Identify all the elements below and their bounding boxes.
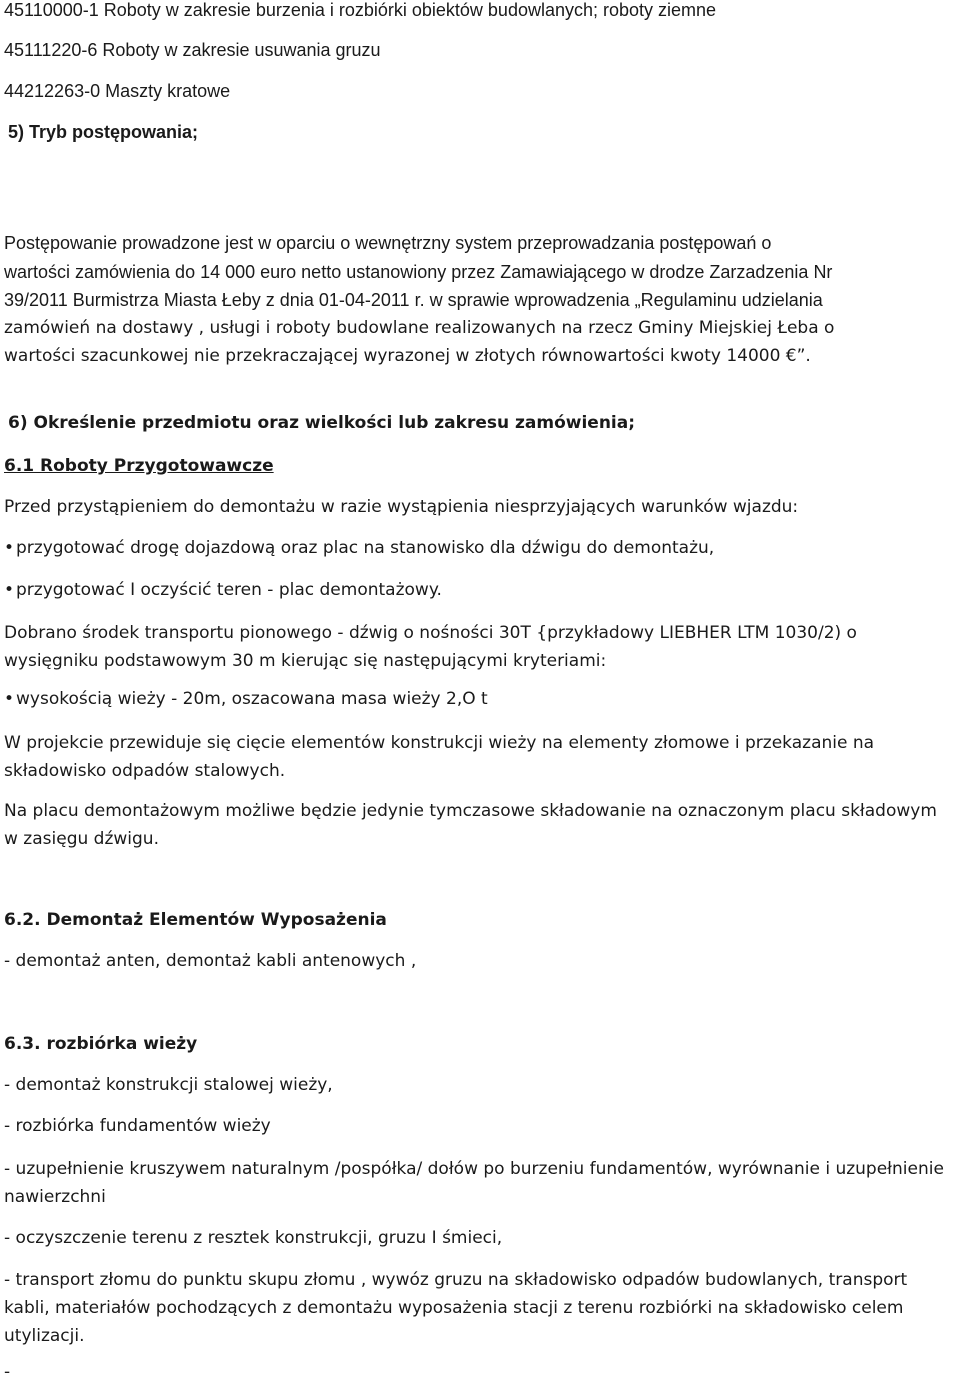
- cpv-code-1: 45110000-1 Roboty w zakresie burzenia i rozbiórki obiektów budowlanych; roboty ziemne: [4, 0, 717, 20]
- section-6-3-item-4: - oczyszczenie terenu z resztek konstrukcji, gruzu I śmieci,: [4, 1228, 503, 1248]
- prep-bullet-1: [4, 538, 714, 558]
- section-5-line-3: 39/2011 Burmistrza Miasta Łeby z dnia 01-04-2011 r. w sprawie wprowadzenia „Regulaminu udzielania: [4, 290, 823, 310]
- trailing-dash: -: [4, 1362, 11, 1382]
- section-5-line-5: wartości szacunkowej nie przekraczającej wyrazonej w złotych równowartości kwoty 14000 €”.: [4, 346, 811, 366]
- prep-bullet-2: [4, 580, 442, 600]
- section-5-line-1: Postępowanie prowadzone jest w oparciu o wewnętrzny system przeprowadzania postępowań o: [4, 233, 772, 253]
- storage-paragraph: Na placu demontażowym możliwe będzie jedynie tymczasowe składowanie na oznaczonym placu składowym w zasięgu dźwigu.: [4, 801, 937, 849]
- cutting-paragraph: W projekcie przewiduje się cięcie elementów konstrukcji wieży na elementy złomowe i przekazanie na składowisko odpadów stalowych.: [4, 733, 875, 781]
- crane-paragraph: Dobrano środek transportu pionowego - dźwig o nośności 30T {przykładowy LIEBHER LTM 1030/2) o wysięgniku podstawowym 30 m kierując się następującymi kryteriami:: [4, 623, 857, 671]
- bullet-dot-icon: •: [4, 538, 15, 558]
- bullet-dot-icon: •: [4, 580, 15, 600]
- section-5-line-4: zamówień na dostawy , usługi i roboty budowlane realizowanych na rzecz Gminy Miejskiej Łeba o: [4, 318, 835, 338]
- section-6-heading: 6) Określenie przedmiotu oraz wielkości lub zakresu zamówienia;: [8, 413, 636, 433]
- section-6-3-item-2: - rozbiórka fundamentów wieży: [4, 1116, 271, 1136]
- section-6-1-heading: 6.1 Roboty Przygotowawcze: [4, 456, 274, 476]
- section-6-3-item-1: - demontaż konstrukcji stalowej wieży,: [4, 1075, 333, 1095]
- section-6-3-item-5: - transport złomu do punktu skupu złomu , wywóz gruzu na składowisko odpadów budowlanych, transport kabli, materiałów pochodzących z demontażu wyposażenia stacji z terenu rozbiórki na składowisko celem utylizacji.: [4, 1270, 908, 1346]
- crane-bullet: [4, 689, 488, 709]
- cpv-code-3: 44212263-0 Maszty kratowe: [4, 81, 231, 101]
- section-6-3-item-3: - uzupełnienie kruszywem naturalnym /pospółka/ dołów po burzeniu fundamentów, wyrównanie i uzupełnienie nawierzchni: [4, 1159, 944, 1207]
- section-6-2-item-1: - demontaż anten, demontaż kabli antenowych ,: [4, 951, 417, 971]
- bullet-dot-icon: •: [4, 689, 15, 709]
- cpv-code-2: 45111220-6 Roboty w zakresie usuwania gruzu: [4, 40, 381, 60]
- prep-bullet-2-text: przygotować I oczyścić teren - plac demontażowy.: [16, 580, 442, 600]
- section-5-heading: 5) Tryb postępowania;: [8, 122, 199, 142]
- section-5-line-2: wartości zamówienia do 14 000 euro netto ustanowiony przez Zamawiającego w drodze Zarzadzenia Nr: [4, 262, 833, 282]
- crane-bullet-text: wysokością wieży - 20m, oszacowana masa wieży 2,O t: [16, 689, 488, 709]
- prep-bullet-1-text: przygotować drogę dojazdową oraz plac na stanowisko dla dźwigu do demontażu,: [16, 538, 715, 558]
- section-6-2-heading: 6.2. Demontaż Elementów Wyposażenia: [4, 910, 387, 930]
- section-6-3-heading: 6.3. rozbiórka wieży: [4, 1034, 198, 1054]
- section-6-1-intro: Przed przystąpieniem do demontażu w razie wystąpienia niesprzyjających warunków wjazdu:: [4, 497, 799, 517]
